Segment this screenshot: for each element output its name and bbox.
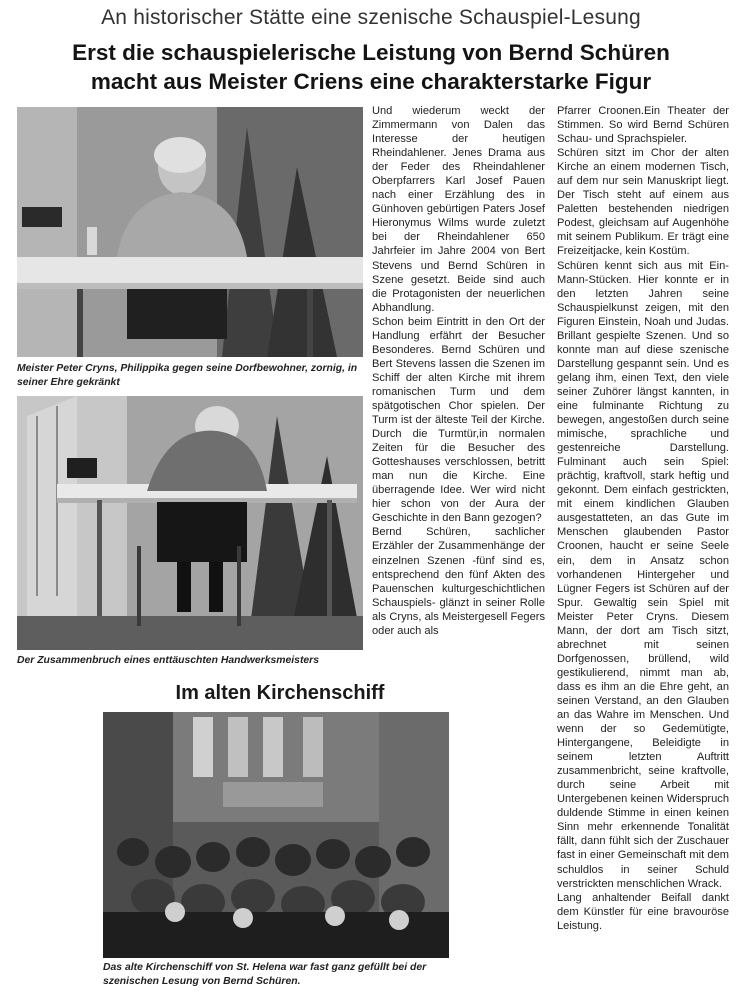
article-headline — [0, 38, 742, 96]
headline-line-1: Erst die schauspielerische Leistung von Bernd Schüren — [72, 40, 670, 65]
photo-reader-collapsed — [17, 396, 363, 650]
paragraph: Pfarrer Croonen.Ein Theater der Stimmen. So wird Bernd Schüren Schau- und Sprachspieler. — [557, 105, 729, 146]
section-subheading: Im alten Kirchenschiff — [175, 682, 385, 704]
photo-church-audience — [103, 712, 449, 958]
paragraph: Bernd Schüren, sachlicher Erzähler der Zusammenhänge der einzelnen Szenen -fünf sind es, entsprechend den fünf Akten des Pauenschen kulturgeschichtlichen Schauspiels- glänzt in seiner Rolle als Cryns, als Meistergesell Fegers oder auch als — [372, 526, 545, 637]
caption-photo-2: Der Zusammenbruch eines enttäuschten Handwerksmeisters — [17, 655, 320, 666]
article-kicker: An historischer Stätte eine szenische Schauspiel-Lesung — [101, 6, 641, 29]
paragraph: Schon beim Eintritt in den Ort der Handlung erfährt der Besucher Besonderes. Bernd Schüren und Bert Stevens lassen die Szenen im Schiff der alten Kirche mit ihrem romanischen Turm und dem spätgotischen Chor spielen. Der Turm ist der älteste Teil der Kirche. Durch die Turmtür,in normalen Zeiten für die Besucher des Gotteshauses verschlossen, betritt man nun die Kirche. Eine überragende Idee. Wer wird nicht hier schon von der Aura der Geschichte in den Bann gezogen? — [372, 315, 545, 525]
paragraph: Schüren kennt sich aus mit Ein-Mann-Stücken. Hier konnte er in den letzten Jahren seine Schauspielkunst zeigen, mit den Figuren Einstein, Noah und Judas. Brillant gespielte Szenen. Und so konnte man auf diese szenische Darstellung gespannt sein. Und es gelang ihm, einen Text, den viele seiner Zuhörer längst kannten, in eine fulminante Richtung zu bewegen, angestoßen durch seine mimische, sprachliche und gestenreiche Darstellung. Fulminant auch sein Spiel: prächtig, kraftvoll, stark heftig und gekonnt. Dem einfach gestrickten, mit einem kindlichen Glauben ausgestatteten, an das Gute im Menschen glaubenden Pastor Croonen, haucht er seine Seele ein, dem in Ansatz schon vorhandenen Hintergeher und Lügner Fegers ist Schüren auf der Spur. Gewaltig sein Spiel mit Meister Peter Cryns. Diesem Mann, der dort am Tisch sitzt, abrechnet mit seinen Dorfgenossen, brüllend, wild gestikulierend, nimmt man ab, dass es ihm an die Ehre geht, an seinen Verstand, an den Glauben an das Wahre im Menschen. Und wenn der so Gedemütigte, Hintergangene, Beleidigte in seinem letzten Auftritt zusammenbricht, seine kraftvolle, durch seine Arbeit mit Untergebenen keinen Widerspruch duldende Stimme in einen keinen Sinn mehr erkennende Tonalität fällt, dann fühlt sich der Zuschauer fast in einer Gemeinschaft mit dem schuldlos in seiner Schuld verstrickten menschlichen Wrack. — [557, 259, 729, 890]
paragraph: Schüren sitzt im Chor der alten Kirche an einem modernen Tisch, auf dem nur sein Manuskript liegt. Der Tisch steht auf einem aus Paletten bestehenden niedrigen Podest, gleichsam auf Augenhöhe mit seinem Publikum. Er trägt eine Freizeitjacke, kein Kostüm. — [557, 147, 729, 258]
article-column-right — [557, 104, 729, 933]
paragraph: Lang anhaltender Beifall dankt dem Künstler für eine bravouröse Leistung. — [557, 891, 729, 932]
headline-line-2: macht aus Meister Criens eine charakterstarke Figur — [90, 69, 652, 94]
photo-reader-gesturing — [17, 107, 363, 357]
paragraph: Und wiederum weckt der Zimmermann von Dalen das Interesse der heutigen Rheindahlener. Jenes Drama aus der Feder des Rheindahlener Oberpfarrers Karl Josef Pauen nach einer Erzählung des in Günhoven gebürtigen Paters Josef Hieronymus Wilms wurde zuletzt bei der Rheindahlener 650 Jahrfeier im Jahre 2004 von Bert Stevens und Bernd Schüren in Szene gesetzt. Beide sind auch die Protagonisten der neuerlichen Abhandlung. — [372, 105, 545, 314]
article-column-middle — [372, 104, 545, 638]
caption-photo-1: Meister Peter Cryns, Philippika gegen seine Dorfbewohner, zornig, in seiner Ehre gekränkt — [17, 363, 358, 388]
caption-photo-3: Das alte Kirchenschiff von St. Helena war fast ganz gefüllt bei der szenischen Lesung von Bernd Schüren. — [103, 962, 427, 987]
